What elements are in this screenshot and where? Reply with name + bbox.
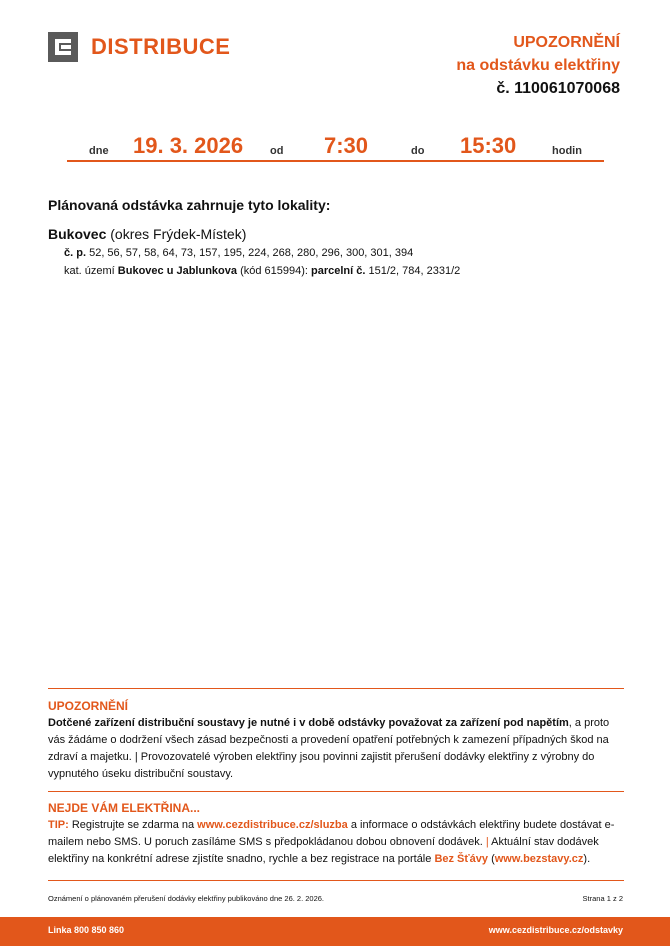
bezstavy-link[interactable]: www.bezstavy.cz — [494, 853, 584, 865]
time-from: 7:30 — [324, 133, 369, 158]
kat-code: (kód 615994): — [237, 265, 312, 277]
tip-text-part: ). — [583, 853, 591, 865]
notice-title: UPOZORNĚNÍ — [513, 34, 620, 51]
locations-heading: Plánovaná odstávka zahrnuje tyto lokality: — [48, 197, 331, 213]
page-number: Strana 1 z 2 — [582, 894, 623, 903]
time-to: 15:30 — [460, 133, 517, 158]
cez-logo — [48, 32, 230, 62]
town-name: Bukovec — [48, 226, 107, 242]
parcel-label: parcelní č. — [311, 265, 366, 277]
tip-text-part: ( — [488, 853, 495, 865]
notice-number: č. 110061070068 — [496, 80, 620, 97]
cp-values: 52, 56, 57, 58, 64, 73, 157, 195, 224, 268, 280, 296, 300, 301, 394 — [89, 247, 414, 259]
hotline: Linka 800 850 860 — [48, 925, 125, 935]
warning-title: UPOZORNĚNÍ — [48, 699, 129, 713]
divider — [48, 688, 624, 689]
warning-body: , a proto vás žádáme o dodržení všech zásad bezpečnosti a provedení opatření potřebných k zamezení případných škod na zdraví a majetku. | Provozovatelé výroben elektřiny jsou povinni zajistit přerušení dodávky elektřiny z výrobny do vypnutého úseku distribuční soustavy. — [48, 717, 610, 780]
notice-subtitle: na odstávku elektřiny — [456, 57, 620, 74]
kat-name: Bukovec u Jablunkova — [117, 265, 238, 277]
separator: | — [485, 836, 489, 848]
kat-prefix: kat. území — [64, 265, 118, 277]
tip-text-part: a informace o odstávkách elektřiny budete dostávat e-mailem nebo SMS. U poruch zasíláme SMS s předpokládanou dobou obnovení dodávek. — [48, 819, 615, 848]
footer-bar — [0, 917, 670, 946]
parcel-values: 151/2, 784, 2331/2 — [365, 265, 461, 277]
tip-title: NEJDE VÁM ELEKTŘINA... — [48, 801, 201, 815]
od-label: od — [270, 145, 284, 157]
town-district: (okres Frýdek-Místek) — [110, 226, 247, 242]
brand-name: DISTRIBUCE — [91, 34, 231, 59]
dne-label: dne — [89, 145, 109, 157]
warning-text — [48, 715, 628, 783]
tip-text-part: Aktuální stav dodávek elektřiny na konkrétní adrese zjistíte snadno, rychle a bez registrace na portále — [48, 836, 599, 865]
tip-label: TIP: — [48, 819, 69, 831]
registration-link[interactable]: www.cezdistribuce.cz/sluzba — [197, 819, 348, 831]
tip-text-part: Registrujte se zdarma na — [68, 819, 198, 831]
portal-name: Bez Šťávy — [434, 853, 489, 865]
outages-website-link[interactable]: www.cezdistribuce.cz/odstavky — [488, 925, 623, 935]
outage-date: 19. 3. 2026 — [133, 133, 244, 158]
warning-bold: Dotčené zařízení distribuční soustavy je nutné i v době odstávky považovat za zařízení pod napětím — [48, 717, 569, 729]
town-line — [48, 226, 246, 242]
notice-header — [456, 31, 620, 100]
cp-label: č. p. — [64, 247, 87, 259]
hodin-label: hodin — [552, 145, 582, 157]
divider — [48, 880, 624, 881]
do-label: do — [411, 145, 425, 157]
publication-note: Oznámení o plánovaném přerušení dodávky elektřiny publikováno dne 26. 2. 2026. — [48, 894, 325, 903]
divider — [48, 791, 624, 792]
parcel-line — [64, 265, 460, 277]
house-numbers-line — [64, 247, 413, 259]
cez-logo-icon — [48, 32, 78, 62]
tip-text — [48, 817, 628, 868]
outage-schedule — [67, 130, 604, 162]
